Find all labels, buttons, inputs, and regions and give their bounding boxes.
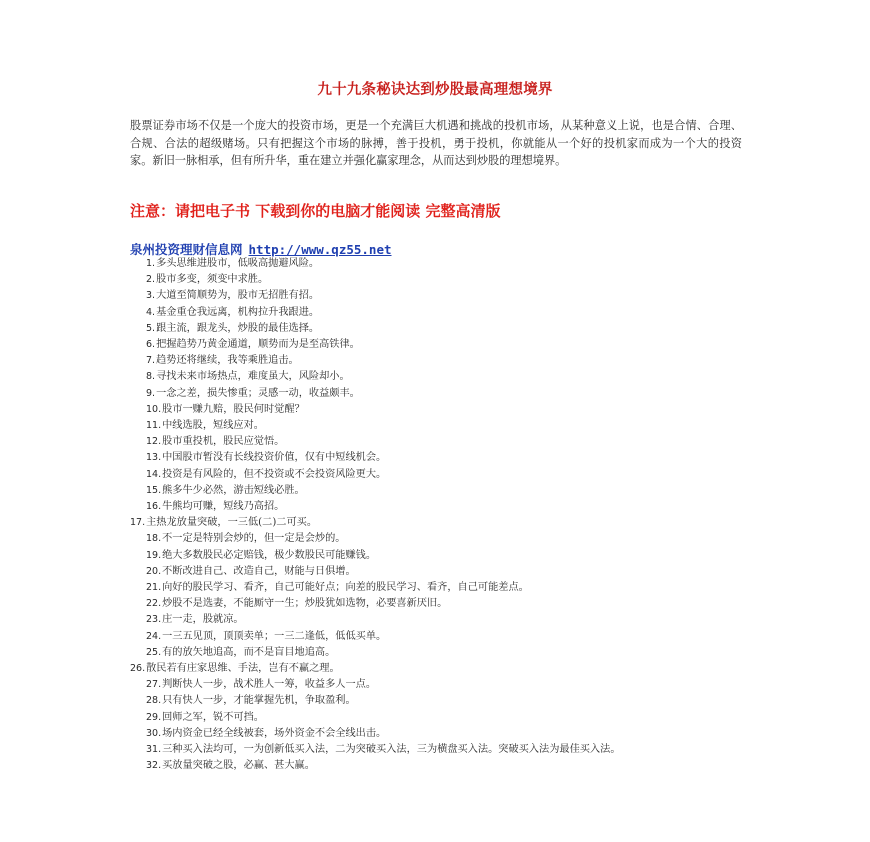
rule-text: 炒股不是选妻，不能厮守一生；炒股犹如选物，必要喜新厌旧。	[162, 598, 448, 610]
document-title: 九十九条秘诀达到炒股最高理想境界	[317, 82, 553, 98]
rule-item	[130, 288, 742, 304]
rule-item	[130, 612, 742, 628]
rule-number: 28.	[146, 695, 162, 707]
rule-number: 27.	[146, 679, 162, 691]
rule-number: 2.	[146, 274, 156, 286]
rule-number: 13.	[146, 452, 162, 464]
rule-number: 30.	[146, 727, 162, 739]
rule-number: 15.	[146, 484, 162, 496]
rule-item	[130, 645, 742, 661]
rule-text: 一三五见顶，顶顶卖单；一三二逢低，低低买单。	[162, 630, 387, 642]
rule-number: 3.	[146, 290, 156, 302]
rule-text: 一念之差，损失惨重；灵感一动，收益颇丰。	[156, 387, 360, 399]
rule-number: 8.	[146, 371, 156, 383]
rule-number: 31.	[146, 744, 162, 756]
rule-item	[130, 710, 742, 726]
rule-item	[130, 353, 742, 369]
rule-number: 12.	[146, 436, 162, 448]
rule-number: 10.	[146, 403, 162, 415]
rule-number: 29.	[146, 711, 162, 723]
rule-number: 17.	[130, 517, 146, 529]
rule-number: 4.	[146, 306, 156, 318]
rule-text: 不一定是特别会炒的，但一定是会炒的。	[162, 533, 346, 545]
rule-item	[130, 337, 742, 353]
rule-text: 把握趋势乃黄金通道，顺势而为是至高铁律。	[156, 339, 360, 351]
rule-number: 24.	[146, 630, 162, 642]
site-url-link[interactable]: http://www.qz55.net	[248, 242, 392, 257]
rule-item	[130, 386, 742, 402]
rule-text: 有的放矢地追高，而不是盲目地追高。	[162, 646, 336, 658]
rule-item	[130, 467, 742, 483]
rule-item	[130, 742, 742, 758]
rule-number: 32.	[146, 760, 162, 772]
rule-item	[130, 499, 742, 515]
rule-item	[130, 256, 742, 272]
rule-text: 寻找未来市场热点，难度虽大，风险却小。	[156, 371, 350, 383]
rule-text: 跟主流，跟龙头，炒股的最佳选择。	[156, 322, 320, 334]
site-name: 泉州投资理财信息网	[130, 242, 243, 257]
rule-number: 16.	[146, 501, 162, 513]
rule-number: 22.	[146, 598, 162, 610]
rule-text: 场内资金已经全线被套，场外资金不会全线出击。	[162, 727, 387, 739]
rule-item	[130, 564, 742, 580]
rule-text: 向好的股民学习、看齐，自己可能好点；向差的股民学习、看齐，自己可能差点。	[162, 582, 529, 594]
rule-number: 18.	[146, 533, 162, 545]
rule-item	[130, 548, 742, 564]
rule-text: 熊多牛少必然，游击短线必胜。	[162, 484, 305, 496]
rule-number: 5.	[146, 322, 156, 334]
rule-item	[130, 596, 742, 612]
rule-number: 6.	[146, 339, 156, 351]
rule-number: 11.	[146, 420, 162, 432]
rule-number: 1.	[146, 258, 156, 269]
rule-text: 趋势还将继续，我等乘胜追击。	[156, 355, 299, 367]
rule-text: 回师之军，锐不可挡。	[162, 711, 264, 723]
rule-number: 21.	[146, 582, 162, 594]
rule-item	[130, 434, 742, 450]
rule-text: 多头思维进股市，低吸高抛避风险。	[156, 258, 320, 269]
rule-item	[130, 321, 742, 337]
rule-item	[130, 677, 742, 693]
rule-number: 19.	[146, 549, 162, 561]
intro-paragraph: 股票证券市场不仅是一个庞大的投资市场，更是一个充满巨大机遇和挑战的投机市场，从某种意义上说，也是合情、合理、合规、合法的超级赌场。只有把握这个市场的脉搏，善于投机，勇于投机，你就能从一个好的投机家而成为一个大的投资家。新旧一脉相承，但有所升华，重在建立并强化赢家理念，从而达到炒股的理想境界。	[130, 119, 742, 167]
rule-item	[130, 661, 742, 677]
rule-item	[130, 272, 742, 288]
rule-text: 判断快人一步，战术胜人一筹，收益多人一点。	[162, 679, 377, 691]
rule-item	[130, 402, 742, 418]
rule-number: 14.	[146, 468, 162, 480]
rule-text: 股市重投机，股民应觉悟。	[162, 436, 285, 448]
rule-item	[130, 418, 742, 434]
rule-item	[130, 629, 742, 645]
rules-list	[130, 256, 742, 775]
rule-text: 大道至简顺势为，股市无招胜有招。	[156, 290, 320, 302]
rule-item	[130, 369, 742, 385]
rule-text: 买放量突破之股，必赢、甚大赢。	[162, 760, 315, 772]
rule-number: 7.	[146, 355, 156, 367]
rule-text: 中线选股，短线应对。	[162, 420, 264, 432]
rule-number: 26.	[130, 663, 146, 675]
download-notice: 注意：请把电子书 下载到你的电脑才能阅读 完整高清版	[130, 202, 501, 220]
rule-text: 三种买入法均可，一为创新低买入法，二为突破买入法，三为横盘买入法。突破买入法为最佳买入法。	[162, 744, 621, 756]
rule-item	[130, 693, 742, 709]
rule-text: 不断改进自己、改造自己，财能与日俱增。	[162, 565, 356, 577]
rule-number: 23.	[146, 614, 162, 626]
rule-item	[130, 515, 742, 531]
rule-text: 基金重仓我远离，机构拉升我跟进。	[156, 306, 320, 318]
rule-text: 绝大多数股民必定赔钱，极少数股民可能赚钱。	[162, 549, 377, 561]
rule-item	[130, 758, 742, 774]
rule-item	[130, 531, 742, 547]
rule-number: 25.	[146, 646, 162, 658]
rule-text: 股市一赚九赔，股民何时觉醒？	[162, 403, 305, 415]
rule-text: 主热龙放量突破，一三低(二)二可买。	[146, 517, 318, 529]
rule-item	[130, 305, 742, 321]
rule-item	[130, 450, 742, 466]
rule-text: 中国股市暂没有长线投资价值，仅有中短线机会。	[162, 452, 387, 464]
rule-text: 牛熊均可赚，短线乃高招。	[162, 501, 285, 513]
rule-text: 投资是有风险的，但不投资或不会投资风险更大。	[162, 468, 387, 480]
rule-item	[130, 483, 742, 499]
rule-item	[130, 580, 742, 596]
rule-text: 散民若有庄家思维、手法，岂有不赢之理。	[146, 663, 340, 675]
rule-text: 股市多变，须变中求胜。	[156, 274, 269, 286]
rule-item	[130, 726, 742, 742]
rule-number: 20.	[146, 565, 162, 577]
rule-text: 只有快人一步，才能掌握先机，争取盈利。	[162, 695, 356, 707]
rule-text: 庄一走，股就凉。	[162, 614, 244, 626]
rule-number: 9.	[146, 387, 156, 399]
